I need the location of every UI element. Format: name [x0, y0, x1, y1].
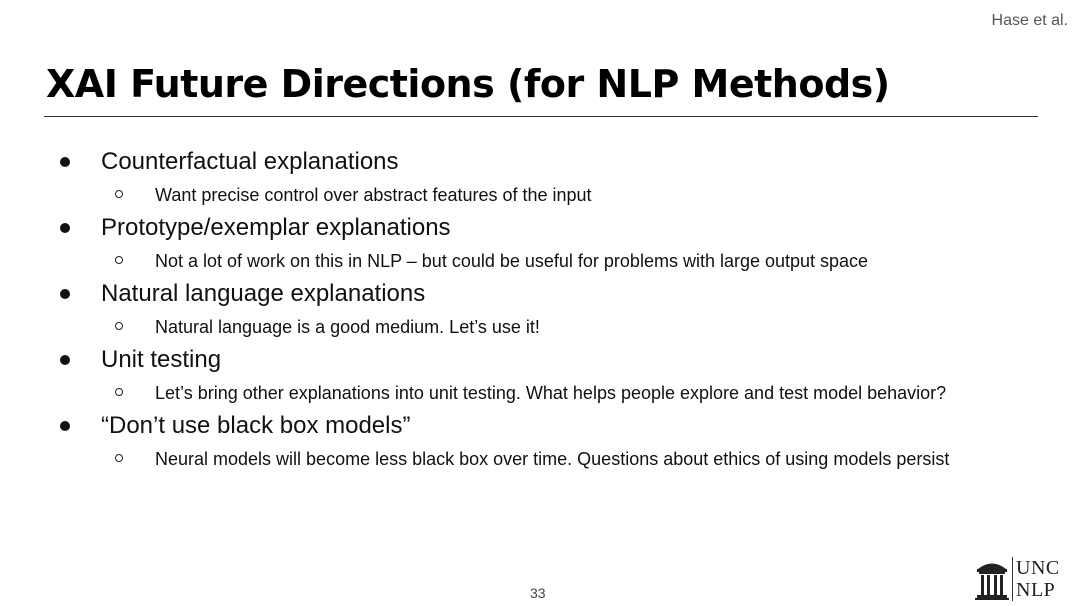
- bullet-list: [0, 140, 1080, 470]
- sub-bullet-text: Natural language is a good medium. Let’s use it!: [155, 317, 540, 337]
- sub-bullet-text: Let’s bring other explanations into unit testing. What helps people explore and test model behavior?: [155, 383, 947, 403]
- bullet-item: [0, 338, 1080, 404]
- sub-bullet-item: [0, 382, 1080, 404]
- bullet-item: [0, 206, 1080, 272]
- bullet-dot: [60, 421, 70, 431]
- bullet-dot: [60, 157, 70, 167]
- logo-text-nlp: NLP: [1016, 579, 1056, 601]
- author-credit: Hase et al.: [991, 12, 1068, 29]
- bullet-text: Natural language explanations: [101, 280, 426, 307]
- sub-bullet-text: Want precise control over abstract features of the input: [155, 185, 592, 205]
- bullet-text: Counterfactual explanations: [101, 148, 399, 175]
- bullet-text: Prototype/exemplar explanations: [101, 214, 451, 241]
- sub-bullet-circle: [115, 256, 123, 264]
- bullet-item: [0, 140, 1080, 206]
- unc-nlp-logo: [975, 555, 1075, 603]
- page-number: 33: [530, 585, 546, 601]
- sub-bullet-item: [0, 316, 1080, 338]
- bullet-item: [0, 272, 1080, 338]
- sub-bullet-circle: [115, 454, 123, 462]
- slide-title: XAI Future Directions (for NLP Methods): [46, 62, 890, 106]
- bullet-dot: [60, 223, 70, 233]
- sub-bullet-circle: [115, 322, 123, 330]
- bullet-dot: [60, 355, 70, 365]
- bullet-dot: [60, 289, 70, 299]
- logo-text-unc: UNC: [1016, 557, 1060, 579]
- sub-bullet-item: [0, 184, 1080, 206]
- sub-bullet-text: Not a lot of work on this in NLP – but could be useful for problems with large output space: [155, 251, 869, 271]
- bullet-text: Unit testing: [101, 346, 222, 373]
- sub-bullet-item: [0, 250, 1080, 272]
- logo-divider: [1012, 557, 1013, 601]
- sub-bullet-item: [0, 448, 1080, 470]
- old-well-icon: [975, 557, 1009, 601]
- sub-bullet-circle: [115, 190, 123, 198]
- bullet-text: “Don’t use black box models”: [101, 412, 411, 439]
- title-divider: [44, 116, 1038, 117]
- bullet-item: [0, 404, 1080, 470]
- sub-bullet-circle: [115, 388, 123, 396]
- sub-bullet-text: Neural models will become less black box over time. Questions about ethics of using models persist: [155, 449, 950, 469]
